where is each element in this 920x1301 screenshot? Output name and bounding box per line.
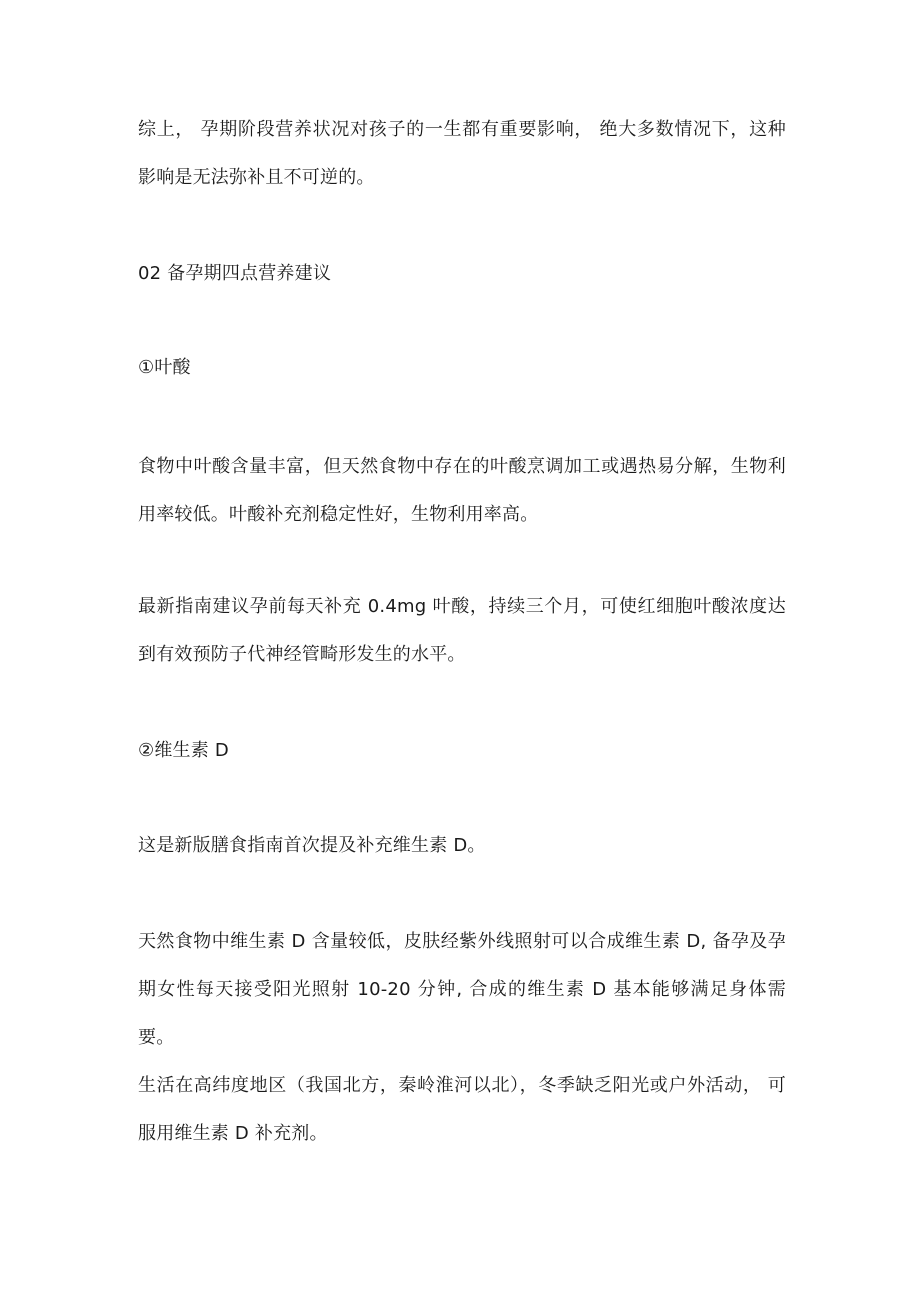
paragraph-folic-acid-food: 食物中叶酸含量丰富，但天然食物中存在的叶酸烹调加工或遇热易分解，生物利用率较低。叶酸补充剂稳定性好，生物利用率高。 [138, 456, 786, 525]
paragraph-vitamin-d-intro: 这是新版膳食指南首次提及补充维生素 D。 [138, 835, 486, 856]
subheading-folic-acid: ①叶酸 [138, 357, 191, 378]
subheading-vitamin-d: ②维生素 D [138, 740, 229, 761]
paragraph-vitamin-d-sunlight: 天然食物中维生素 D 含量较低，皮肤经紫外线照射可以合成维生素 D, 备孕及孕期女性每天接受阳光照射 10-20 分钟, 合成的维生素 D 基本能够满足身体需要。 [138, 931, 786, 1048]
paragraph-summary: 综上， 孕期阶段营养状况对孩子的一生都有重要影响， 绝大多数情况下，这种影响是无法弥补且不可逆的。 [138, 119, 786, 188]
paragraph-folic-acid-guideline: 最新指南建议孕前每天补充 0.4mg 叶酸，持续三个月，可使红细胞叶酸浓度达到有效预防子代神经管畸形发生的水平。 [138, 596, 786, 665]
paragraph-vitamin-d-supplement: 生活在高纬度地区（我国北方，秦岭淮河以北），冬季缺乏阳光或户外活动， 可服用维生素 D 补充剂。 [138, 1075, 786, 1144]
section-heading: 02 备孕期四点营养建议 [138, 263, 332, 284]
